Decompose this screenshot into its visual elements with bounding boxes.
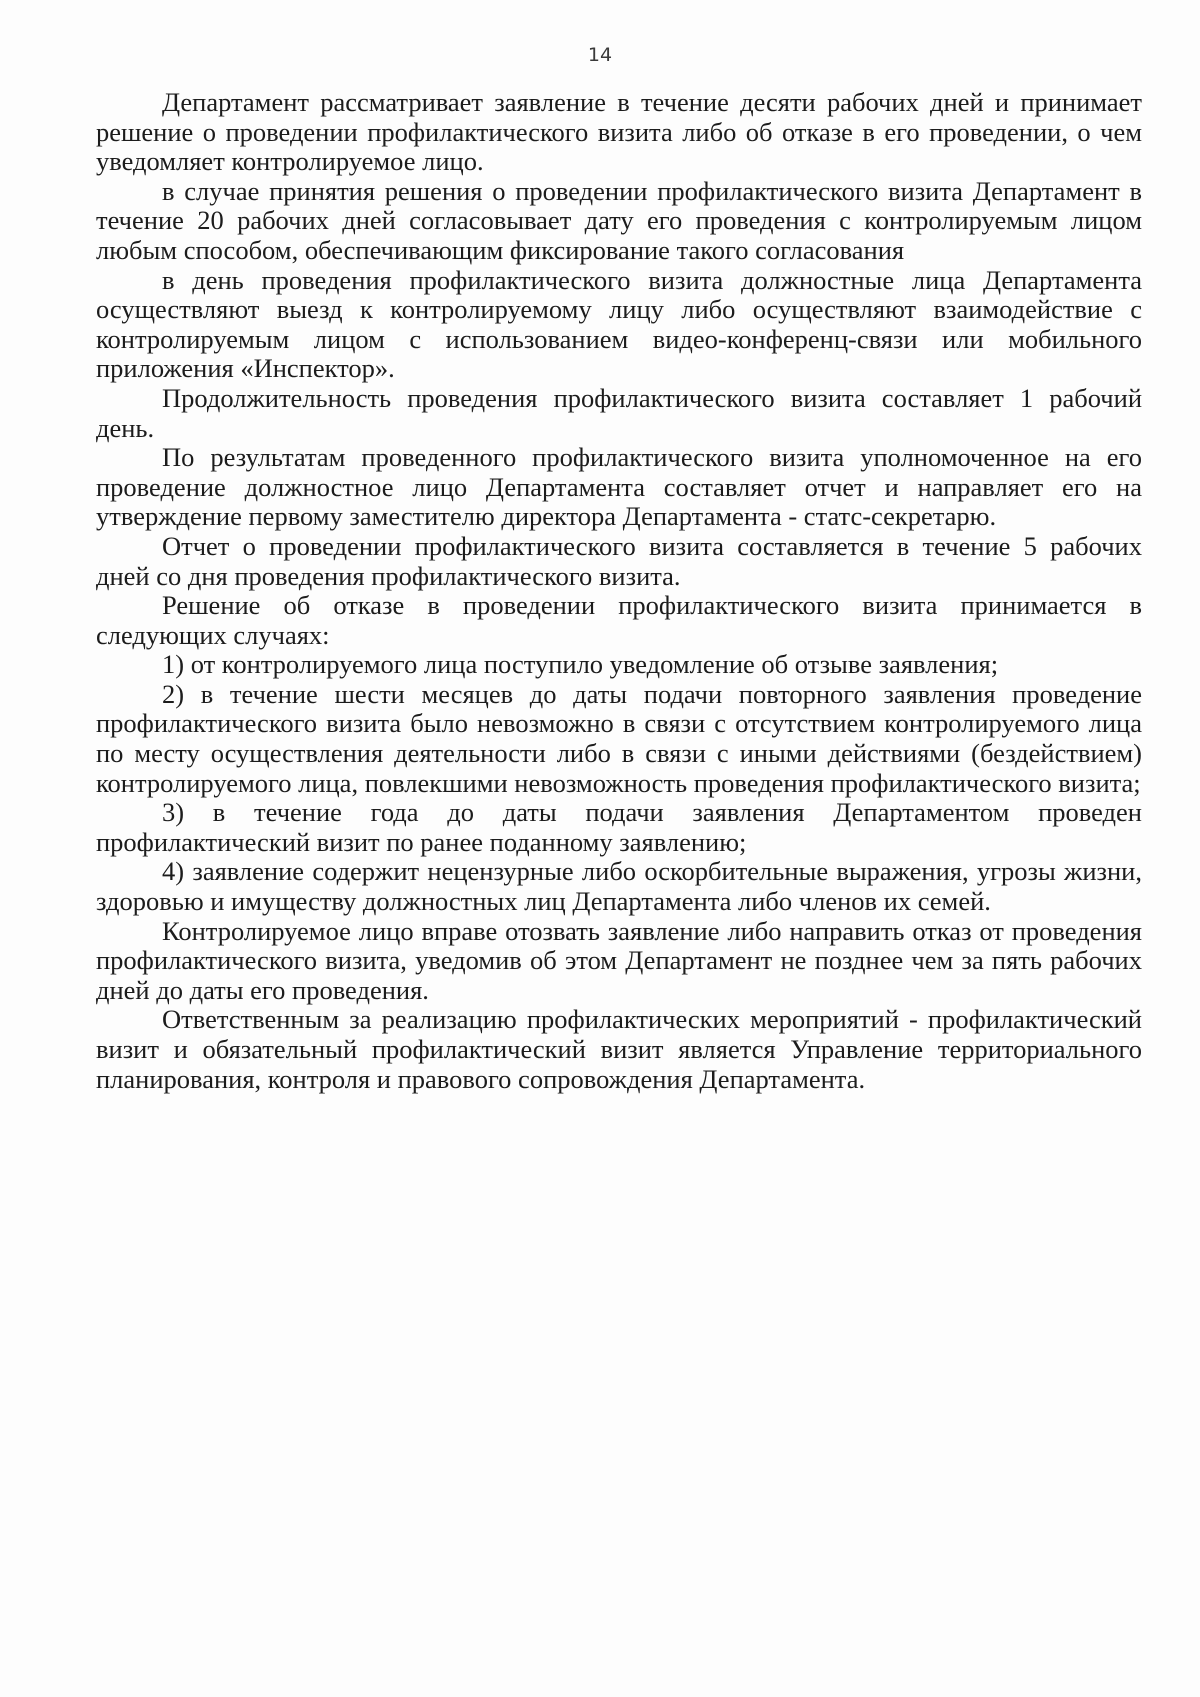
list-item-refusal-2: 2) в течение шести месяцев до даты подачи повторного заявления проведение профилактического визита было невозможно в связи с отсутствием контролируемого лица по месту осуществления деятельности либо в связи с иными действиями (бездействием) контролируемого лица, повлекшими невозможность проведения профилактического визита; (96, 678, 1142, 798)
paragraph-duration: Продолжительность проведения профилактического визита составляет 1 рабочий день. (96, 382, 1142, 443)
paragraph-visit-day: в день проведения профилактического визита должностные лица Департамента осуществляют выезд к контролируемому лицу либо осуществляют взаимодействие с контролируемым лицом с использованием видео-конференц-связи или мобильного приложения «Инспектор». (96, 264, 1142, 384)
paragraph-report-deadline: Отчет о проведении профилактического визита составляется в течение 5 рабочих дней со дня проведения профилактического визита. (96, 530, 1142, 591)
paragraph-refusal-cases: Решение об отказе в проведении профилактического визита принимается в следующих случаях: (96, 590, 1142, 650)
list-item-refusal-4: 4) заявление содержит нецензурные либо оскорбительные выражения, угрозы жизни, здоровью и имуществу должностных лиц Департамента либо членов их семей. (96, 856, 1142, 917)
paragraph-results-report: По результатам проведенного профилактического визита уполномоченное на его проведение должностное лицо Департамента составляет отчет и направляет его на утверждение первому заместителю директора Департамента - статс-секретарю. (96, 442, 1142, 532)
page-number: 14 (587, 44, 613, 66)
paragraph-review-period: Департамент рассматривает заявление в течение десяти рабочих дней и принимает решение о проведении профилактического визита либо об отказе в его проведении, о чем уведомляет контролируемое лицо. (96, 87, 1142, 177)
paragraph-responsible-unit: Ответственным за реализацию профилактических мероприятий - профилактический визит и обязательный профилактический визит является Управление территориального планирования, контроля и правового сопровождения Департамента. (96, 1004, 1142, 1094)
list-item-refusal-3: 3) в течение года до даты подачи заявления Департаментом проведен профилактический визит по ранее поданному заявлению; (96, 797, 1142, 857)
list-item-refusal-1: 1) от контролируемого лица поступило уведомление об отзыве заявления; (162, 649, 999, 680)
document-body (96, 88, 1142, 1094)
paragraph-date-agreement: в случае принятия решения о проведении профилактического визита Департамент в течение 20 рабочих дней согласовывает дату его проведения с контролируемым лицом любым способом, обеспечивающим фиксирование такого согласования (96, 175, 1142, 265)
paragraph-withdrawal: Контролируемое лицо вправе отозвать заявление либо направить отказ от проведения профилактического визита, уведомив об этом Департамент не позднее чем за пять рабочих дней до даты его проведения. (96, 915, 1142, 1005)
